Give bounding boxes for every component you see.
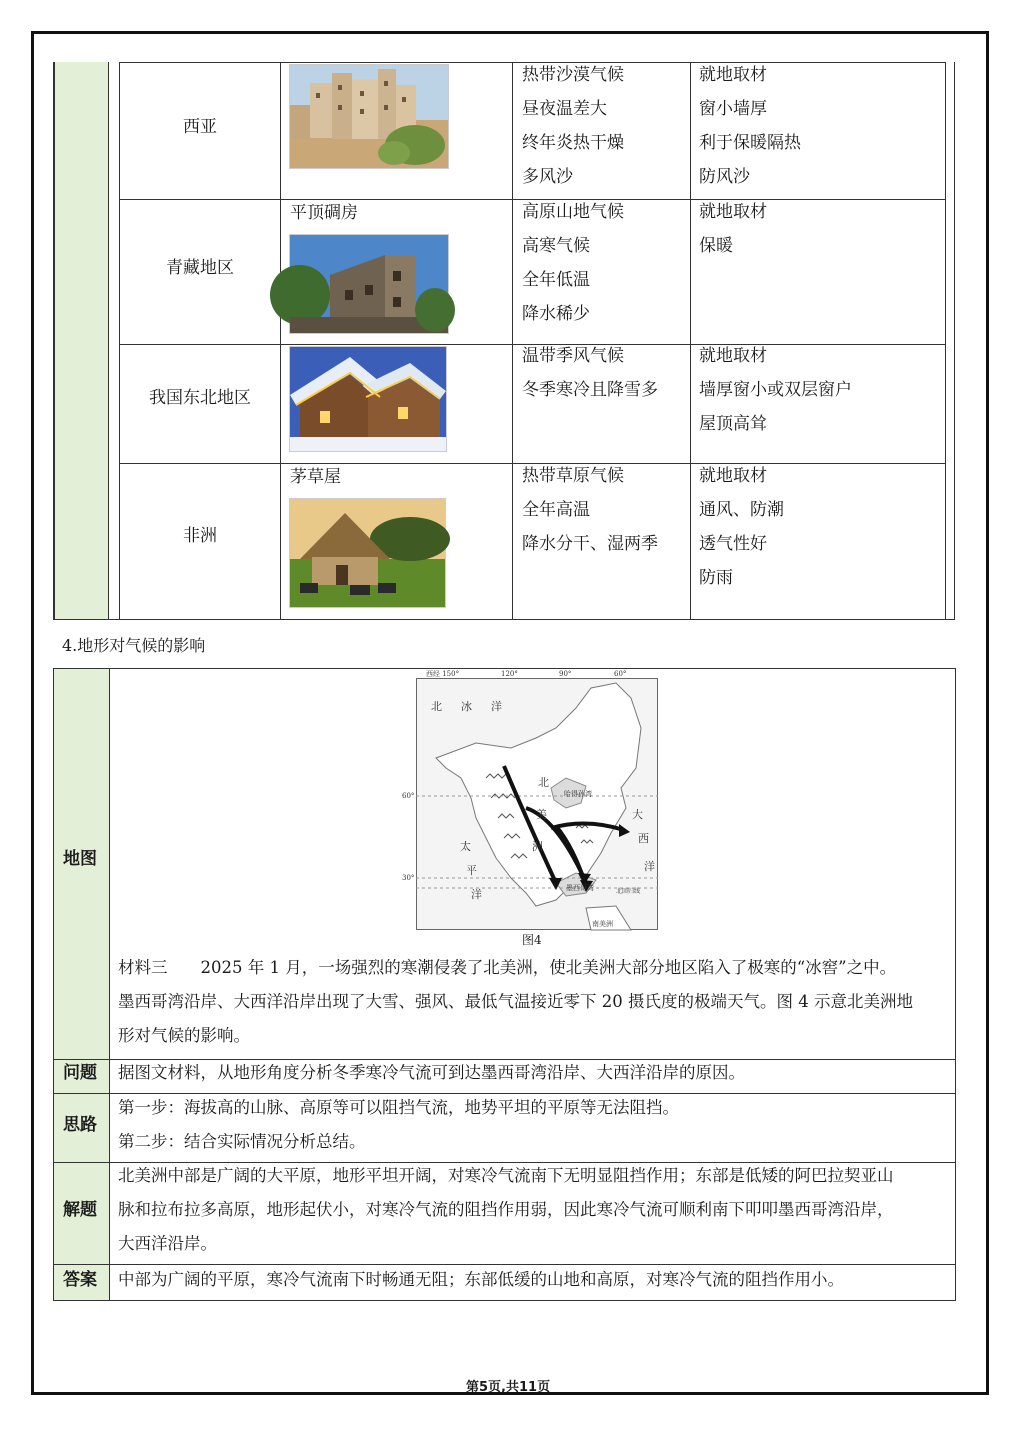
climate-item: 终年炎热干燥 — [522, 133, 624, 153]
lat-label: 30° — [402, 874, 415, 882]
place-label: 洲 — [532, 840, 543, 853]
region-tibet: 青藏地区 — [166, 258, 234, 278]
solution-line: 北美洲中部是广阔的大平原，地形平坦开阔，对寒冷气流南下无明显阻挡作用；东部是低矮的阿巴拉契亚山 — [118, 1166, 894, 1185]
climate-item: 昼夜温差大 — [522, 99, 607, 119]
solution-row-label: 解题 — [63, 1200, 97, 1220]
place-label: 洋 — [471, 888, 482, 901]
lon-label: 90° — [559, 670, 572, 678]
answer-row-label: 答案 — [63, 1270, 97, 1290]
feature-item: 防雨 — [699, 568, 733, 588]
solution-line: 大西洋沿岸。 — [118, 1234, 217, 1253]
solution-line: 脉和拉布拉多高原，地形起伏小，对寒冷气流的阻挡作用弱，因此寒冷气流可顺利南下叩叩墨西哥湾沿岸， — [118, 1200, 894, 1219]
page-number: 第5页,共11页 — [466, 1380, 551, 1395]
place-label: 平 — [466, 864, 477, 877]
lat-label: 60° — [402, 792, 415, 800]
place-label: 大 — [632, 808, 643, 821]
question-row-label: 问题 — [63, 1063, 97, 1083]
northeast-house-photo — [289, 346, 447, 452]
material-line: 形对气候的影响。 — [118, 1026, 250, 1045]
climate-item: 多风沙 — [522, 167, 573, 187]
africa-hut-photo — [289, 498, 446, 608]
place-label: 洋 — [491, 700, 502, 713]
climate-item: 热带沙漠气候 — [522, 65, 624, 85]
feature-item: 保暖 — [699, 236, 733, 256]
place-label: 北 — [538, 776, 549, 789]
thinking-line: 第一步：海拔高的山脉、高原等可以阻挡气流，地势平坦的平原等无法阻挡。 — [118, 1098, 679, 1117]
west-asia-house-photo — [289, 64, 449, 169]
place-label: 西 — [638, 832, 649, 845]
region-northeast-china: 我国东北地区 — [149, 388, 251, 408]
place-label: 美 — [536, 808, 547, 821]
house-name-tibet: 平顶碉房 — [290, 203, 358, 223]
feature-item: 通风、防潮 — [699, 500, 784, 520]
figure-caption: 图4 — [522, 933, 542, 947]
feature-item: 就地取材 — [699, 65, 767, 85]
region-africa: 非洲 — [183, 526, 217, 546]
tibet-house-photo — [289, 234, 449, 334]
climate-item: 高原山地气候 — [522, 202, 624, 222]
feature-item: 墙厚窗小或双层窗户 — [699, 380, 852, 400]
climate-item: 全年低温 — [522, 270, 590, 290]
lon-label: 60° — [614, 670, 627, 678]
thinking-line: 第二步：结合实际情况分析总结。 — [118, 1132, 366, 1151]
table1-green-column — [53, 62, 108, 620]
climate-item: 降水稀少 — [522, 304, 590, 324]
climate-item: 高寒气候 — [522, 236, 590, 256]
climate-item: 热带草原气候 — [522, 466, 624, 486]
map-row-label: 地图 — [63, 849, 97, 869]
thinking-row-label: 思路 — [63, 1115, 97, 1135]
place-label: 太 — [460, 840, 471, 853]
north-america-map — [402, 668, 658, 930]
place-label: 北回归线 — [616, 888, 641, 895]
feature-item: 就地取材 — [699, 466, 767, 486]
place-label: 哈得孙湾 — [564, 790, 592, 798]
place-label: 冰 — [461, 700, 472, 713]
question-text: 据图文材料，从地形角度分析冬季寒冷气流可到达墨西哥湾沿岸、大西洋沿岸的原因。 — [118, 1063, 745, 1082]
feature-item: 窗小墙厚 — [699, 99, 767, 119]
section-title: 4.地形对气候的影响 — [62, 636, 206, 655]
material-line: 材料三 2025 年 1 月，一场强烈的寒潮侵袭了北美洲，使北美洲大部分地区陷入了极寒的“冰窖”之中。 — [118, 958, 897, 977]
feature-item: 利于保暖隔热 — [699, 133, 801, 153]
place-label: 洋 — [644, 860, 655, 873]
feature-item: 透气性好 — [699, 534, 767, 554]
lon-label: 西经 150° — [426, 670, 460, 678]
climate-item: 冬季寒冷且降雪多 — [522, 380, 658, 400]
climate-item: 全年高温 — [522, 500, 590, 520]
house-name-africa: 茅草屋 — [290, 467, 341, 487]
place-label: 墨西哥湾 — [566, 884, 594, 892]
feature-item: 就地取材 — [699, 346, 767, 366]
climate-item: 降水分干、湿两季 — [522, 534, 658, 554]
feature-item: 防风沙 — [699, 167, 750, 187]
material-line: 墨西哥湾沿岸、大西洋沿岸出现了大雪、强风、最低气温接近零下 20 摄氏度的极端天气。图 4 示意北美洲地 — [118, 992, 913, 1011]
place-label: 南美洲 — [592, 920, 613, 928]
region-west-asia: 西亚 — [183, 117, 217, 137]
climate-item: 温带季风气候 — [522, 346, 624, 366]
answer-text: 中部为广阔的平原，寒冷气流南下时畅通无阻；东部低缓的山地和高原，对寒冷气流的阻挡作用小。 — [118, 1270, 844, 1289]
feature-item: 屋顶高耸 — [699, 414, 767, 434]
lon-label: 120° — [501, 670, 518, 678]
place-label: 北 — [431, 700, 442, 713]
feature-item: 就地取材 — [699, 202, 767, 222]
